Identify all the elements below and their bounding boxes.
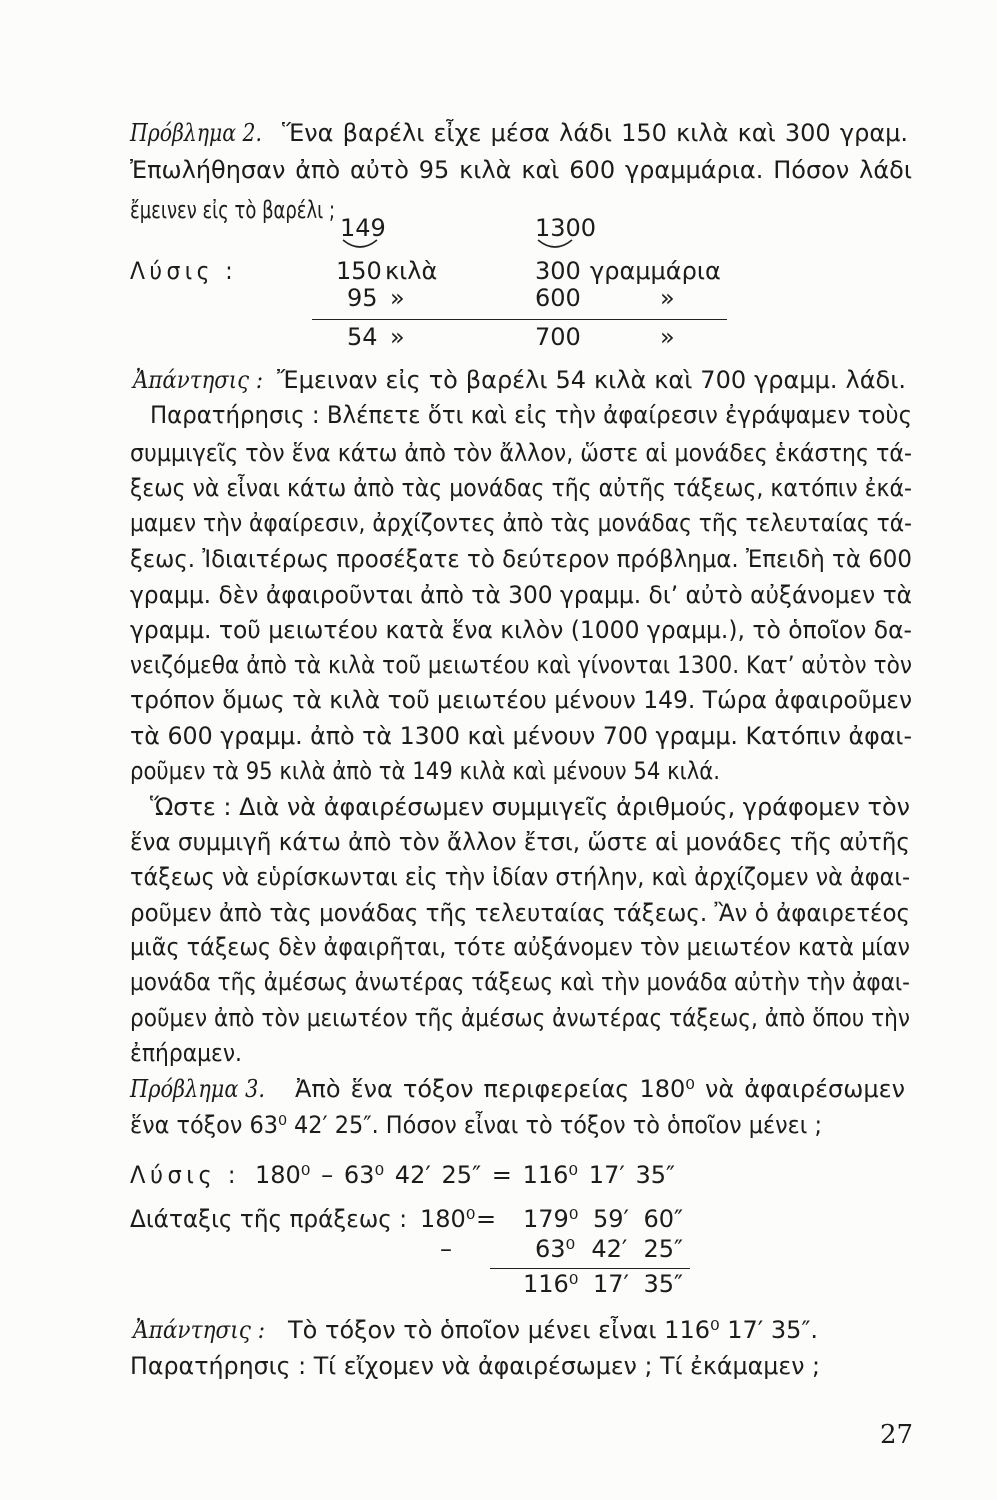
arrangement-label (130, 1204, 407, 1234)
borrow-kilos: 149 (340, 214, 386, 242)
answer-label (133, 1315, 265, 1345)
rule-line (130, 1003, 910, 1033)
rule-line-text: ἐπήραμεν. (130, 1039, 242, 1067)
remark-line-text: ξεως νὰ εἶναι κάτω ἀπὸ τὰς μονάδας τῆς αὐτῆς τάξεως, κατόπιν ἐκά- (130, 474, 912, 502)
problem-2-line (130, 195, 335, 225)
problem-2-line-text: Ἕνα βαρέλι εἶχε μέσα λάδι 150 κιλὰ καὶ 300 γραμ. (282, 119, 909, 147)
remark-line (130, 756, 720, 786)
answer-text-content: Τὸ τόξον τὸ ὁποῖον μένει εἶναι 116⁰ 17′ 35″. (288, 1316, 819, 1344)
difference-grams-unit: » (660, 323, 675, 351)
solution-expression-text: 180⁰ – 63⁰ 42′ 25″ = 116⁰ 17′ 35″ (255, 1161, 676, 1189)
solution-label-text: Λύσις : (130, 1161, 241, 1189)
remark-line-text: γραμμ. δὲν ἀφαιροῦνται ἀπὸ τὰ 300 γραμμ. δι’ αὐτὸ αὐξάνομεν τὰ (130, 581, 913, 609)
problem-3-line (295, 1074, 905, 1104)
arrangement-subtrahend (535, 1234, 683, 1264)
arrangement-label-text: Διάταξις τῆς πράξεως : (130, 1205, 407, 1233)
minuend-kilos: 150 (336, 257, 382, 285)
answer-label-text: Ἀπάντησις : (133, 1316, 265, 1344)
remark-line (130, 544, 912, 574)
solution-expression (255, 1160, 675, 1190)
problem-3-line-text: ἕνα τόξον 63⁰ 42′ 25″. Πόσον εἶναι τὸ τόξον τὸ ὁποῖον μένει ; (130, 1111, 822, 1139)
problem-2-line (282, 118, 908, 148)
remark-line-text: τὰ 600 γραμμ. ἀπὸ τὰ 1300 καὶ μένουν 700 γραμμ. Κατόπιν ἀφαι- (130, 722, 913, 750)
remark-line-text: νειζόμεθα ἀπὸ τὰ κιλὰ τοῦ μειωτέου καὶ γίνονται 1300. Κατ’ αὐτὸν τὸν (130, 651, 912, 679)
answer-label-text: Ἀπάντησις : (133, 366, 264, 394)
arrangement-minuend: 180⁰ (420, 1205, 476, 1233)
rule-line-text: μιᾶς τάξεως δὲν ἀφαιρῆται, τότε αὐξάνομεν τὸν μειωτέον κατὰ μίαν (130, 933, 911, 961)
remark-line-text: τρόπον ὅμως τὰ κιλὰ τοῦ μειωτέου μένουν 149. Τώρα ἀφαιροῦμεν (130, 686, 913, 714)
subtrahend-kilos: 95 (347, 284, 378, 312)
remark-line-text: μαμεν τὴν ἀφαίρεσιν, ἀρχίζοντες ἀπὸ τὰς μονάδας τῆς τελευταίας τά- (130, 509, 913, 537)
rule-line-text: ροῦμεν ἀπὸ τὸν μειωτέον τῆς ἀμέσως ἀνωτέρας τάξεως, ἀπὸ ὅπου τὴν (130, 1004, 911, 1032)
remark-line (130, 615, 912, 645)
solution-label-text: Λύσις : (130, 257, 238, 285)
answer-text (288, 1315, 818, 1345)
rule-line-text: Ὥστε : Διὰ νὰ ἀφαιρέσωμεν συμμιγεῖς ἀριθμούς, γράφομεν τὸν (150, 793, 910, 821)
arrangement-result (523, 1269, 683, 1299)
remark-line (130, 721, 912, 751)
problem-2-heading (130, 118, 262, 148)
problem-2-line (130, 155, 912, 185)
minuend-kilos-unit: κιλὰ (385, 257, 438, 285)
difference-kilos-unit: » (390, 323, 405, 351)
problem-2-line-text: ἔμεινεν εἰς τὸ βαρέλι ; (130, 196, 336, 224)
arrangement-equals: = (476, 1205, 497, 1233)
arrangement-minuend-rewritten-text: 179⁰ 59′ 60″ (523, 1205, 683, 1233)
problem-3-heading-text: Πρόβλημα 3. (130, 1075, 265, 1103)
subtrahend-grams: 600 (535, 284, 581, 312)
problem-3-line (130, 1110, 822, 1140)
remark-line-text: ξεως. Ἰδιαιτέρως προσέξατε τὸ δεύτερον πρόβλημα. Ἐπειδὴ τὰ 600 (130, 545, 912, 573)
subtraction-rule (312, 319, 727, 320)
arrangement-result-text: 116⁰ 17′ 35″ (523, 1270, 683, 1298)
rule-line (130, 827, 910, 857)
rule-line-text: ροῦμεν ἀπὸ τὰς μονάδας τῆς τελευταίας τάξεως. Ἂν ὁ ἀφαιρετέος (130, 899, 910, 927)
borrow-arc (340, 238, 380, 252)
rule-line (130, 898, 910, 928)
minuend-grams: 300 (535, 257, 581, 285)
rule-line (130, 862, 910, 892)
borrow-arc (535, 238, 575, 252)
remark-line (150, 400, 912, 430)
difference-grams: 700 (535, 323, 581, 351)
remark-line (130, 473, 912, 503)
arrangement-minuend-rewritten (523, 1204, 683, 1234)
rule-line (130, 967, 910, 997)
arrangement-subtrahend-text: 63⁰ 42′ 25″ (535, 1235, 683, 1263)
subtrahend-kilos-unit: » (390, 284, 405, 312)
problem-3-heading (130, 1074, 265, 1104)
remark-line-text: συμμιγεῖς τὸν ἕνα κάτω ἀπὸ τὸν ἄλλον, ὥστε αἱ μονάδες ἑκάστης τά- (130, 439, 913, 467)
final-remark (130, 1351, 820, 1381)
remark-line (130, 438, 912, 468)
rule-line-text: ἕνα συμμιγῆ κάτω ἀπὸ τὸν ἄλλον ἔτσι, ὥστε αἱ μονάδες τῆς αὐτῆς (130, 828, 910, 856)
answer-label (133, 365, 263, 395)
final-remark-text: Παρατήρησις : Τί εἴχομεν νὰ ἀφαιρέσωμεν ; Τί ἐκάμαμεν ; (130, 1352, 820, 1380)
subtrahend-grams-unit: » (660, 284, 675, 312)
rule-line (130, 932, 910, 962)
arrangement-minus: – (440, 1235, 452, 1263)
problem-3-line-text: Ἀπὸ ἕνα τόξον περιφερείας 180⁰ νὰ ἀφαιρέσωμεν (295, 1075, 905, 1103)
remark-line (130, 508, 912, 538)
remark-line (130, 580, 912, 610)
solution-label (130, 1160, 240, 1190)
rule-line (150, 792, 910, 822)
rule-line (130, 1038, 242, 1068)
problem-2-line-text: Ἐπωλήθησαν ἀπὸ αὐτὸ 95 κιλὰ καὶ 600 γραμμάρια. Πόσον λάδι (130, 156, 912, 184)
remark-line (130, 685, 912, 715)
borrow-grams: 1300 (535, 214, 597, 242)
minuend-grams-unit: γραμμάρια (590, 257, 721, 285)
answer-text-content: Ἔμειναν εἰς τὸ βαρέλι 54 κιλὰ καὶ 700 γραμμ. λάδι. (277, 366, 906, 394)
remark-line-text: γραμμ. τοῦ μειωτέου κατὰ ἕνα κιλὸν (1000 γραμμ.), τὸ ὁποῖον δα- (130, 616, 912, 644)
problem-2-heading-text: Πρόβλημα 2. (130, 119, 263, 147)
page-number: 27 (880, 1420, 914, 1450)
remark-line-text: Παρατήρησις : Βλέπετε ὅτι καὶ εἰς τὴν ἀφαίρεσιν ἐγράψαμεν τοὺς (150, 401, 913, 429)
difference-kilos: 54 (347, 323, 378, 351)
remark-line (130, 650, 912, 680)
answer-text (277, 365, 906, 395)
solution-label (130, 256, 237, 286)
rule-line-text: μονάδα τῆς ἀμέσως ἀνωτέρας τάξεως καὶ τὴν μονάδα αὐτὴν τὴν ἀφαι- (130, 968, 910, 996)
rule-line-text: τάξεως νὰ εὑρίσκωνται εἰς τὴν ἰδίαν στήλην, καὶ ἀρχίζομεν νὰ ἀφαι- (130, 863, 911, 891)
remark-line-text: ροῦμεν τὰ 95 κιλὰ ἀπὸ τὰ 149 κιλὰ καὶ μένουν 54 κιλά. (130, 757, 721, 785)
